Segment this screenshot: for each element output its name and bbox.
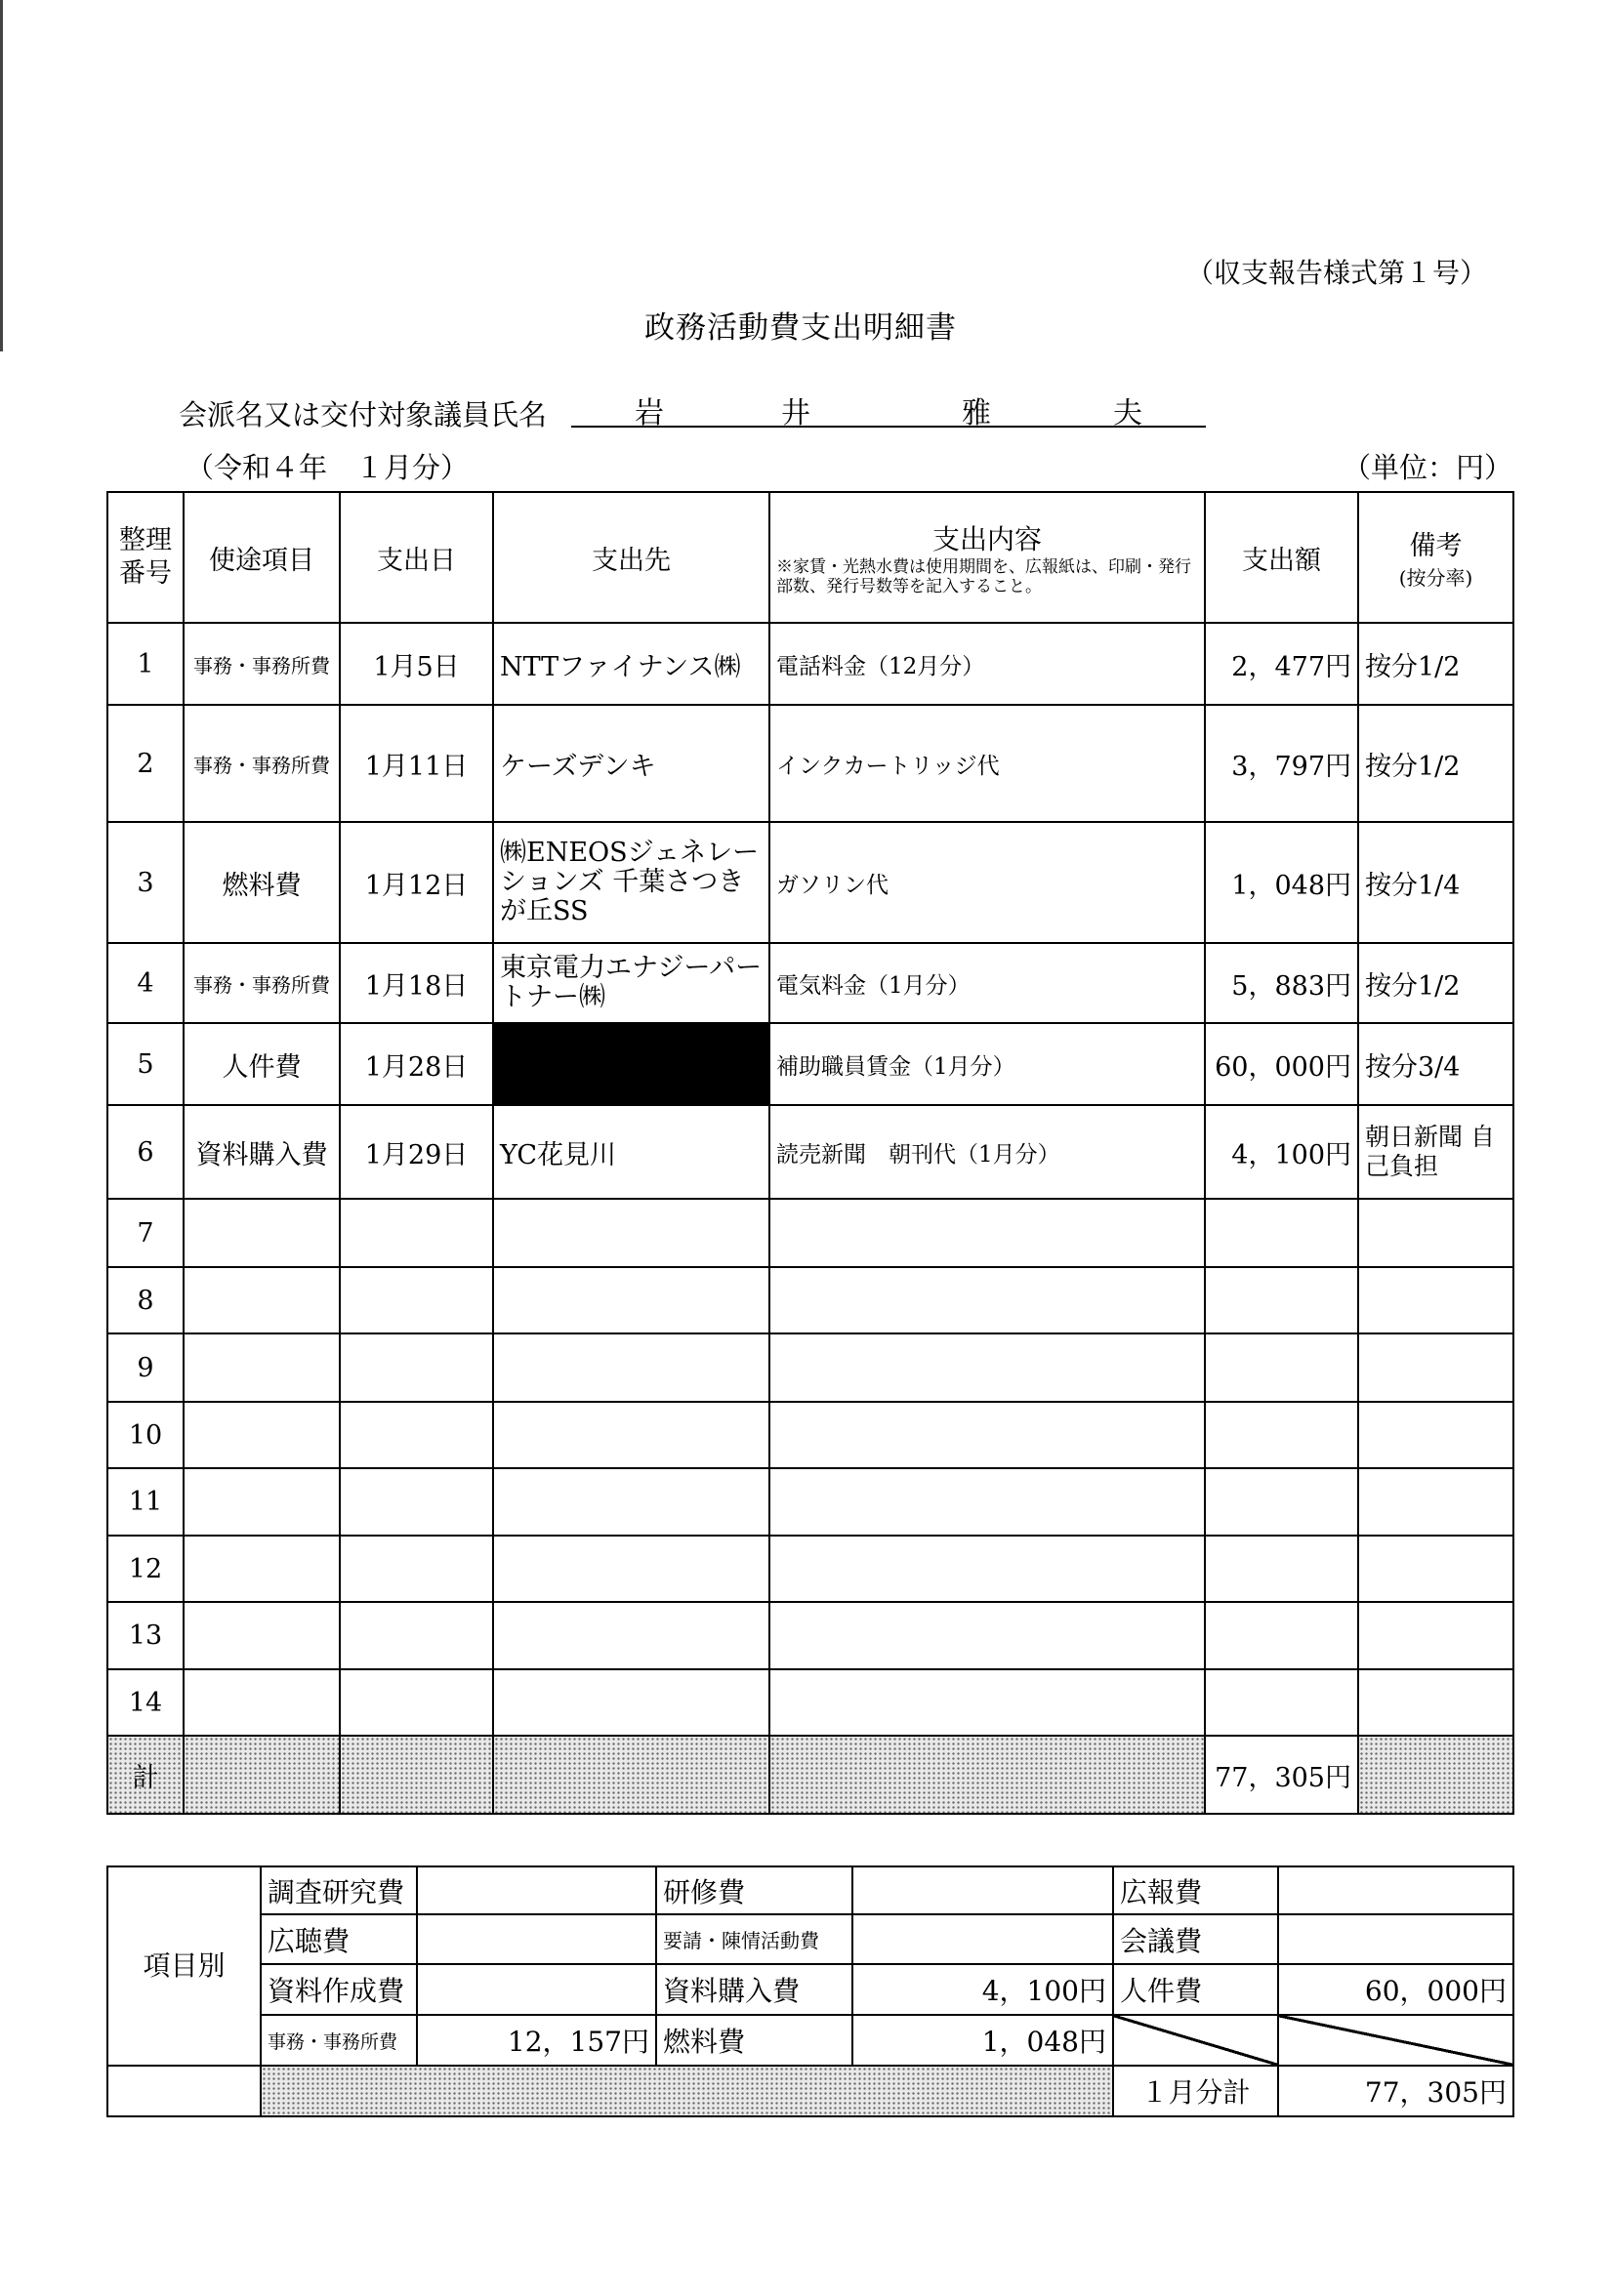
summary-value: 4，100円 [852, 1964, 1113, 2015]
summary-value [852, 1914, 1113, 1964]
document-title: 政務活動費支出明細書 [644, 310, 957, 346]
total-label: 計 [107, 1736, 184, 1814]
strike-cell [1278, 2015, 1513, 2066]
summary-label: 調査研究費 [261, 1866, 417, 1914]
total-amount: 77，305円 [1205, 1736, 1358, 1814]
summary-total-row [107, 2066, 1513, 2116]
table-row [107, 1105, 1513, 1199]
shaded-cell [1358, 1736, 1513, 1814]
summary-value [417, 1964, 656, 2015]
summary-side-label: 項目別 [107, 1866, 261, 2066]
summary-value: 1，048円 [852, 2015, 1113, 2066]
row-number: 13 [107, 1602, 184, 1669]
member-name-char: 井 [781, 396, 810, 430]
row-number: 3 [107, 822, 184, 943]
header-remarks [1358, 492, 1513, 623]
row-number: 9 [107, 1333, 184, 1402]
unit-label: （単位：円） [1343, 451, 1513, 484]
shaded-cell [184, 1736, 340, 1814]
row-payee: 東京電力エナジーパートナー㈱ [493, 943, 769, 1023]
table-row [107, 1602, 1513, 1669]
reporting-period: （令和４年 １月分） [186, 451, 470, 484]
row-amount: 60，000円 [1205, 1023, 1358, 1105]
row-number: 7 [107, 1199, 184, 1267]
form-number: （収支報告様式第１号） [1186, 257, 1488, 289]
table-row [107, 705, 1513, 822]
row-number: 5 [107, 1023, 184, 1105]
row-category: 人件費 [184, 1023, 340, 1105]
member-name-char: 雅 [962, 396, 991, 430]
summary-value [1278, 1866, 1513, 1914]
row-number: 10 [107, 1402, 184, 1468]
table-row [107, 1669, 1513, 1736]
table-row [107, 1536, 1513, 1602]
month-total-label: １月分計 [1113, 2066, 1278, 2116]
row-date: 1月29日 [340, 1105, 493, 1199]
strike-cell [1113, 2015, 1278, 2066]
table-row [107, 1199, 1513, 1267]
row-amount: 1，048円 [1205, 822, 1358, 943]
row-category: 資料購入費 [184, 1105, 340, 1199]
row-number: 11 [107, 1468, 184, 1536]
redacted-payee [493, 1023, 769, 1105]
row-remarks: 朝日新聞 自己負担 [1358, 1105, 1513, 1199]
row-content: インクカートリッジ代 [769, 705, 1205, 822]
member-name-char: 岩 [635, 396, 664, 430]
table-row [107, 623, 1513, 705]
category-summary-table [106, 1866, 1514, 2117]
header-content-title: 支出内容 [931, 523, 1042, 555]
row-amount: 4，100円 [1205, 1105, 1358, 1199]
row-category: 事務・事務所費 [184, 623, 340, 705]
row-number: 12 [107, 1536, 184, 1602]
table-row [107, 1023, 1513, 1105]
table-row [107, 1468, 1513, 1536]
row-content: 読売新聞 朝刊代（1月分） [769, 1105, 1205, 1199]
header-number: 整理番号 [107, 492, 184, 623]
header-remarks-title: 備考 [1409, 531, 1463, 561]
header-content-note: ※家賃・光熱水費は使用期間を、広報紙は、印刷・発行部数、発行号数等を記入すること。 [776, 557, 1191, 596]
summary-label: 人件費 [1113, 1964, 1278, 2015]
header-payee: 支出先 [493, 492, 769, 623]
summary-label: 広報費 [1113, 1866, 1278, 1914]
expense-detail-table [106, 491, 1514, 1815]
summary-row [107, 1914, 1513, 1964]
row-number: 1 [107, 623, 184, 705]
row-remarks: 按分1/4 [1358, 822, 1513, 943]
shaded-cell [493, 1736, 769, 1814]
header-category: 使途項目 [184, 492, 340, 623]
summary-value: 12，157円 [417, 2015, 656, 2066]
row-content: 補助職員賃金（1月分） [769, 1023, 1205, 1105]
row-category: 事務・事務所費 [184, 705, 340, 822]
summary-label: 資料購入費 [656, 1964, 852, 2015]
summary-row [107, 1964, 1513, 2015]
row-remarks: 按分3/4 [1358, 1023, 1513, 1105]
row-category: 燃料費 [184, 822, 340, 943]
row-category: 事務・事務所費 [184, 943, 340, 1023]
row-content: ガソリン代 [769, 822, 1205, 943]
row-remarks: 按分1/2 [1358, 623, 1513, 705]
table-header-row [107, 492, 1513, 623]
summary-label: 会議費 [1113, 1914, 1278, 1964]
member-label: 会派名又は交付対象議員氏名 [179, 398, 548, 431]
member-name-char: 夫 [1113, 396, 1142, 430]
row-number: 2 [107, 705, 184, 822]
summary-label: 燃料費 [656, 2015, 852, 2066]
summary-label: 要請・陳情活動費 [656, 1914, 852, 1964]
summary-label: 広聴費 [261, 1914, 417, 1964]
row-payee: NTTファイナンス㈱ [493, 623, 769, 705]
summary-label: 事務・事務所費 [261, 2015, 417, 2066]
summary-value [417, 1914, 656, 1964]
row-amount: 3，797円 [1205, 705, 1358, 822]
table-row [107, 1267, 1513, 1333]
row-remarks: 按分1/2 [1358, 705, 1513, 822]
header-date: 支出日 [340, 492, 493, 623]
row-number: 4 [107, 943, 184, 1023]
total-row [107, 1736, 1513, 1814]
row-content: 電気料金（1月分） [769, 943, 1205, 1023]
table-row [107, 1402, 1513, 1468]
table-row [107, 943, 1513, 1023]
member-name [571, 389, 1206, 428]
row-number: 14 [107, 1669, 184, 1736]
summary-label: 研修費 [656, 1866, 852, 1914]
header-remarks-sub: (按分率) [1398, 566, 1473, 590]
shaded-cell [340, 1736, 493, 1814]
summary-label: 資料作成費 [261, 1964, 417, 2015]
summary-row [107, 1866, 1513, 1914]
table-row [107, 822, 1513, 943]
row-payee: ケーズデンキ [493, 705, 769, 822]
row-date: 1月11日 [340, 705, 493, 822]
summary-value [417, 1866, 656, 1914]
row-amount: 5，883円 [1205, 943, 1358, 1023]
summary-value [1278, 1914, 1513, 1964]
row-date: 1月12日 [340, 822, 493, 943]
scan-edge-mark [0, 0, 3, 351]
shaded-cell [261, 2066, 1113, 2116]
row-content: 電話料金（12月分） [769, 623, 1205, 705]
row-date: 1月5日 [340, 623, 493, 705]
row-amount: 2，477円 [1205, 623, 1358, 705]
row-date: 1月28日 [340, 1023, 493, 1105]
row-payee: YC花見川 [493, 1105, 769, 1199]
header-content [769, 492, 1205, 623]
row-payee: ㈱ENEOSジェネレーションズ 千葉さつきが丘SS [493, 822, 769, 943]
shaded-cell [769, 1736, 1205, 1814]
row-date: 1月18日 [340, 943, 493, 1023]
row-number: 6 [107, 1105, 184, 1199]
summary-value: 60，000円 [1278, 1964, 1513, 2015]
month-total-value: 77，305円 [1278, 2066, 1513, 2116]
summary-row [107, 2015, 1513, 2066]
header-amount: 支出額 [1205, 492, 1358, 623]
table-row [107, 1333, 1513, 1402]
row-number: 8 [107, 1267, 184, 1333]
row-remarks: 按分1/2 [1358, 943, 1513, 1023]
summary-value [852, 1866, 1113, 1914]
